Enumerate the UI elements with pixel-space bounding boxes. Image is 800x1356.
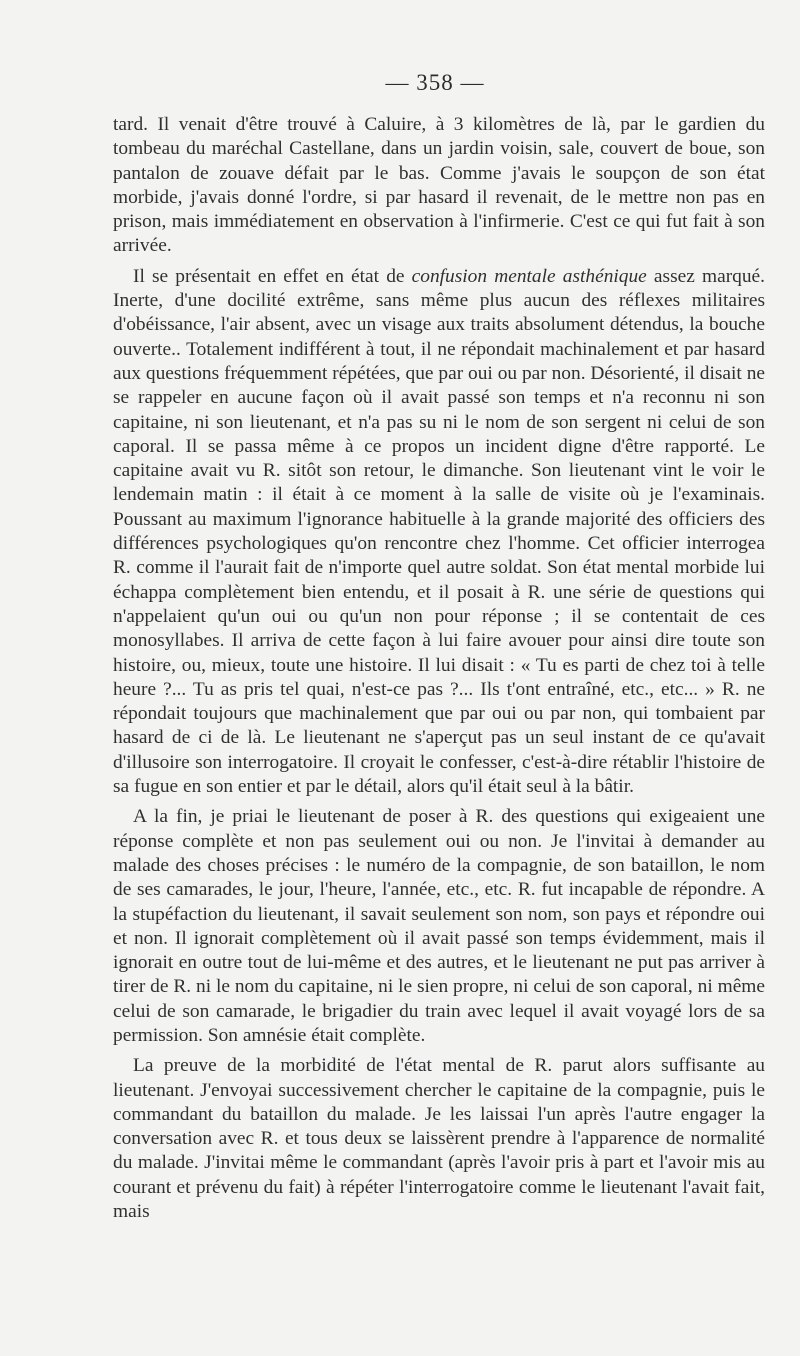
page-number: — 358 —	[385, 70, 485, 95]
paragraph-2	[113, 265, 765, 800]
paragraph-4: La preuve de la morbidité de l'état mental de R. parut alors suffisante au lieutenant. J'envoyai successivement chercher le capitaine de la compagnie, puis le commandant du bataillon du malade. Je les laissai l'un après l'autre engager la conversation avec R. et tous deux se laissèrent prendre à l'apparence de normalité du malade. J'invitai même le commandant (après l'avoir pris à part et l'avoir mis au courant et prévenu du fait) à répéter l'interrogatoire comme le lieutenant l'avait fait, mais	[113, 1055, 765, 1223]
paragraph-3: A la fin, je priai le lieutenant de poser à R. des questions qui exigeaient une réponse complète et non pas seulement oui ou non. Je l'invitai à demander au malade des choses précises : le numéro de la compagnie, de son bataillon, le nom de ses camarades, le jour, l'heure, l'année, etc., etc. R. fut incapable de répondre. A la stupéfaction du lieutenant, il savait seulement son nom, son pays et répondre oui et non. Il ignorait complètement où il avait passé son temps évidemment, mais il ignorait en outre tout de lui-même et des autres, et le lieutenant ne put pas arriver à tirer de R. ni le nom du capitaine, ni le sien propre, ni celui de son caporal, ni même celui de son camarade, le brigadier du train avec lequel il avait voyagé lors de sa permission. Son amnésie était complète.	[113, 806, 765, 1046]
paragraph-2-start: Il se présentait en effet en état de	[133, 265, 412, 287]
body-text	[113, 113, 765, 1224]
paragraph-2-rest: assez marqué. Inerte, d'une docilité extrême, sans même plus aucun des réflexes militaires d'obéissance, l'air absent, avec un visage aux traits absolument détendus, la bouche ouverte.. Totalement indifférent à tout, il ne répondait machinalement et par hasard aux questions fréquemment répétées, que par oui ou par non. Désorienté, il disait ne se rappeler en aucune façon où il avait passé son temps et n'a reconnu ni son capitaine, ni son lieutenant, et n'a pas su ni le nom de son sergent ni celui de son caporal. Il se passa même à ce propos un incident digne d'être rapporté. Le capitaine avait vu R. sitôt son retour, le dimanche. Son lieutenant vint le voir le lendemain matin : il était à ce moment à la salle de visite où je l'examinais. Poussant au maximum l'ignorance habituelle à la grande majorité des officiers des différences psychologiques qu'on rencontre chez l'homme. Cet officier interrogea R. comme il l'aurait fait de n'importe quel autre soldat. Son état mental morbide lui échappa complètement bien entendu, et il posait à R. une série de questions qui n'appelaient qu'un oui ou qu'un non pour réponse ; il se contentait de ces monosyllabes. Il arriva de cette façon à lui faire avouer pour ainsi dire toute son histoire, ou, mieux, toute une histoire. Il lui disait : « Tu es parti de chez toi à telle heure ?... Tu as pris tel quai, n'est-ce pas ?... Ils t'ont entraîné, etc., etc... » R. ne répondait toujours que machinalement que par oui ou par non, qui tombaient par hasard de ci de là. Le lieutenant ne s'aperçut pas un seul instant de ce qu'avait d'illusoire son interrogatoire. Il croyait le confesser, c'est-à-dire rétablir l'histoire de sa fugue en son entier et par le détail, alors qu'il était seul à la bâtir.	[113, 265, 765, 798]
paragraph-2-emphasis: confusion mentale asthénique	[411, 265, 647, 287]
paragraph-1: tard. Il venait d'être trouvé à Caluire, à 3 kilomètres de là, par le gardien du tombeau du maréchal Castellane, dans un jardin voisin, sale, couvert de boue, son pantalon de zouave défait par le bas. Comme j'avais le soupçon de son état morbide, j'avais donné l'ordre, si par hasard il revenait, de le mettre non pas en prison, mais immédiatement en observation à l'infirmerie. C'est ce qui fut fait à son arrivée.	[113, 114, 765, 257]
